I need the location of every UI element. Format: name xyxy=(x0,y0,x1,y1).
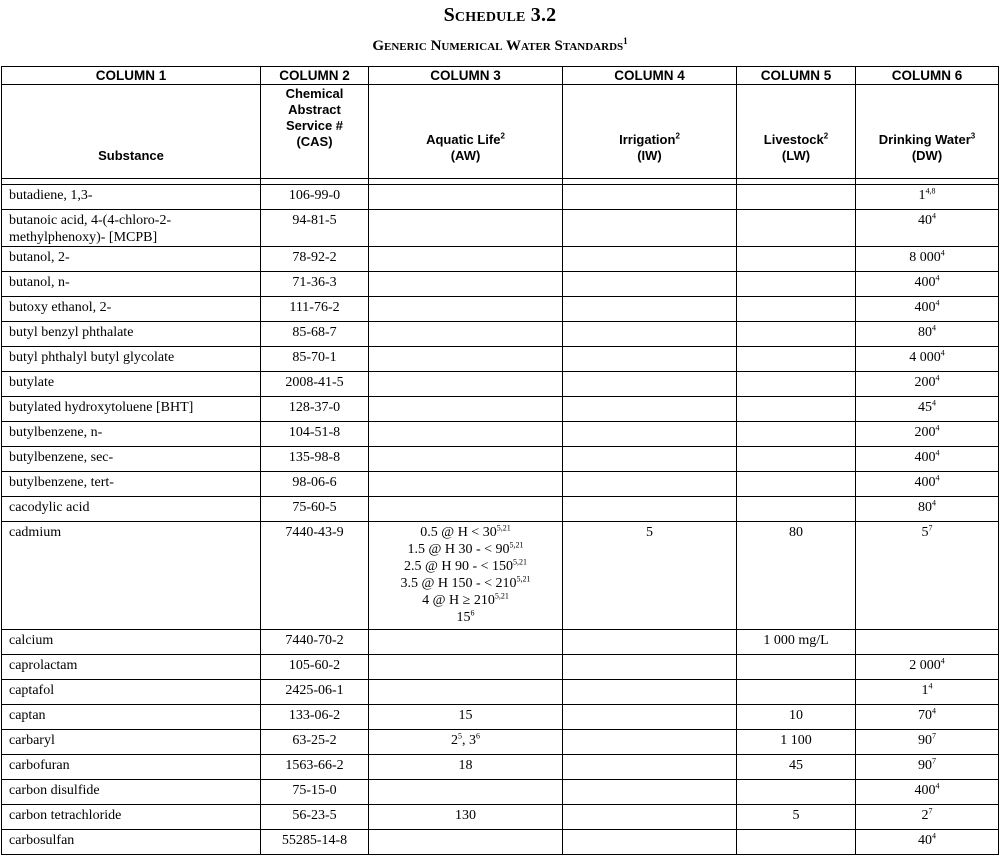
aw-value: 3.5 @ H 150 - < 210 xyxy=(400,576,517,591)
dw-value: 80 xyxy=(918,500,932,515)
substance-line: caprolactam xyxy=(9,658,78,673)
table-row xyxy=(2,730,999,755)
header-abbr: (IW) xyxy=(637,148,662,163)
substance-cell xyxy=(2,780,261,805)
dw-value: 1 xyxy=(921,683,929,698)
aquatic-life-cell xyxy=(369,730,563,755)
livestock-cell xyxy=(737,347,856,372)
substance-line: butadiene, 1,3- xyxy=(9,188,93,203)
substance-line: butylate xyxy=(9,375,55,390)
dw-footnote: 4 xyxy=(932,498,936,508)
cas-cell: 7440-70-2 xyxy=(261,630,369,655)
substance-line: butoxy ethanol, 2- xyxy=(9,300,112,315)
cas-header-line: Abstract xyxy=(288,102,341,117)
drinking-water-cell xyxy=(856,297,999,322)
livestock-cell: 45 xyxy=(737,755,856,780)
cas-cell: 105-60-2 xyxy=(261,655,369,680)
drinking-water-cell xyxy=(856,730,999,755)
substance-cell xyxy=(2,680,261,705)
table-row xyxy=(2,472,999,497)
substance-cell xyxy=(2,185,261,210)
cas-header xyxy=(261,85,369,179)
irrigation-cell xyxy=(563,210,737,247)
column-number-row xyxy=(2,67,999,85)
aquatic-life-cell xyxy=(369,497,563,522)
substance-line: cadmium xyxy=(9,525,62,540)
table-row xyxy=(2,372,999,397)
drinking-water-cell xyxy=(856,497,999,522)
table-row xyxy=(2,272,999,297)
header-footnote: 2 xyxy=(500,131,505,141)
drinking-water-cell xyxy=(856,655,999,680)
substance-cell xyxy=(2,755,261,780)
drinking-water-cell xyxy=(856,705,999,730)
drinking-water-cell xyxy=(856,347,999,372)
drinking-water-cell xyxy=(856,372,999,397)
dw-value: 400 xyxy=(914,783,936,798)
aquatic-life-cell xyxy=(369,185,563,210)
cas-cell: 55285-14-8 xyxy=(261,830,369,855)
irrigation-cell: 5 xyxy=(563,522,737,630)
dw-footnote: 4 xyxy=(935,473,940,483)
cas-cell: 104-51-8 xyxy=(261,422,369,447)
dw-value: 400 xyxy=(914,475,936,490)
dw-footnote: 4 xyxy=(935,298,940,308)
table-row xyxy=(2,185,999,210)
substance-cell xyxy=(2,347,261,372)
substance-cell xyxy=(2,322,261,347)
dw-footnote: 4 xyxy=(940,348,945,358)
dw-value: 5 xyxy=(921,525,929,540)
irrigation-cell xyxy=(563,297,737,322)
livestock-cell: 10 xyxy=(737,705,856,730)
drinking-water-cell xyxy=(856,830,999,855)
substance-line: butanol, 2- xyxy=(9,250,70,265)
dw-value: 2 000 xyxy=(909,658,941,673)
dw-footnote: 7 xyxy=(928,806,933,816)
substance-cell xyxy=(2,297,261,322)
aw-footnote: 5,21 xyxy=(494,591,509,601)
irrigation-cell xyxy=(563,347,737,372)
substance-line: butylbenzene, sec- xyxy=(9,450,114,465)
schedule-title: Schedule 3.2 xyxy=(443,4,557,26)
aquatic-life-cell xyxy=(369,472,563,497)
irrigation-cell xyxy=(563,422,737,447)
aquatic-life-cell xyxy=(369,630,563,655)
table-row xyxy=(2,755,999,780)
table-row xyxy=(2,780,999,805)
livestock-cell xyxy=(737,185,856,210)
cas-cell: 111-76-2 xyxy=(261,297,369,322)
substance-line: carbon tetrachloride xyxy=(9,808,122,823)
substance-cell xyxy=(2,272,261,297)
substance-header: Substance xyxy=(2,85,261,179)
drinking-water-cell xyxy=(856,247,999,272)
column-header-row xyxy=(2,85,999,179)
substance-cell xyxy=(2,397,261,422)
livestock-cell xyxy=(737,422,856,447)
header-label: Livestock xyxy=(763,132,824,147)
dw-footnote: 4 xyxy=(928,681,933,691)
header-label: Aquatic Life xyxy=(426,132,501,147)
dw-footnote: 4 xyxy=(932,211,936,221)
table-row xyxy=(2,422,999,447)
irrigation-cell xyxy=(563,805,737,830)
table-row xyxy=(2,322,999,347)
substance-line: captan xyxy=(9,708,46,723)
aquatic-life-cell xyxy=(369,247,563,272)
dw-footnote: 4 xyxy=(935,448,940,458)
dw-footnote: 4 xyxy=(932,323,936,333)
aw-value: 0.5 @ H < 30 xyxy=(420,525,497,540)
livestock-cell: 1 100 xyxy=(737,730,856,755)
substance-line: carbosulfan xyxy=(9,833,75,848)
dw-value: 200 xyxy=(914,375,936,390)
irrigation-cell xyxy=(563,247,737,272)
cas-cell: 85-70-1 xyxy=(261,347,369,372)
cas-cell: 106-99-0 xyxy=(261,185,369,210)
cas-cell: 1563-66-2 xyxy=(261,755,369,780)
column-number: COLUMN 3 xyxy=(369,67,563,85)
substance-cell xyxy=(2,630,261,655)
aw-value: 130 xyxy=(455,808,476,823)
drinking-water-cell xyxy=(856,322,999,347)
substance-cell xyxy=(2,472,261,497)
livestock-cell xyxy=(737,497,856,522)
substance-line: cacodylic acid xyxy=(9,500,90,515)
substance-cell xyxy=(2,805,261,830)
aw-value: , 3 xyxy=(462,733,476,748)
dw-value: 90 xyxy=(918,758,932,773)
livestock-cell: 80 xyxy=(737,522,856,630)
aquatic-life-cell xyxy=(369,655,563,680)
aw-footnote: 6 xyxy=(476,731,480,741)
cas-cell: 2425-06-1 xyxy=(261,680,369,705)
livestock-cell xyxy=(737,272,856,297)
cas-cell: 135-98-8 xyxy=(261,447,369,472)
table-body xyxy=(2,185,999,855)
cas-cell: 78-92-2 xyxy=(261,247,369,272)
cas-cell: 56-23-5 xyxy=(261,805,369,830)
column-number: COLUMN 4 xyxy=(563,67,737,85)
dw-value: 400 xyxy=(914,300,936,315)
aw-footnote: 5 xyxy=(458,731,462,741)
cas-header-line: (CAS) xyxy=(296,134,333,149)
irrigation-cell xyxy=(563,630,737,655)
aw-value: 2.5 @ H 90 - < 150 xyxy=(403,559,514,574)
dw-value: 45 xyxy=(918,400,932,415)
dw-footnote: 4 xyxy=(935,373,940,383)
table-row xyxy=(2,705,999,730)
dw-footnote: 4 xyxy=(935,423,940,433)
subtitle-text: Generic Numerical Water Standards xyxy=(372,38,624,54)
livestock-cell xyxy=(737,397,856,422)
aw-footnote: 6 xyxy=(470,608,475,618)
aw-value: 4 @ H ≥ 210 xyxy=(422,593,495,608)
irrigation-cell xyxy=(563,730,737,755)
drinking-water-cell xyxy=(856,272,999,297)
substance-line: captafol xyxy=(9,683,55,698)
substance-cell xyxy=(2,705,261,730)
aquatic-life-cell xyxy=(369,297,563,322)
substance-line: carbaryl xyxy=(9,733,55,748)
table-row xyxy=(2,680,999,705)
livestock-cell xyxy=(737,447,856,472)
drinking-water-cell xyxy=(856,780,999,805)
drinking-water-cell xyxy=(856,755,999,780)
substance-cell xyxy=(2,447,261,472)
dw-footnote: 4 xyxy=(935,273,940,283)
header-footnote: 3 xyxy=(970,131,976,141)
livestock-cell xyxy=(737,372,856,397)
substance-line: butyl benzyl phthalate xyxy=(9,325,134,340)
water-standards-table xyxy=(1,66,999,855)
cas-header-line: Service # xyxy=(285,118,344,133)
cas-cell: 63-25-2 xyxy=(261,730,369,755)
dw-value: 2 xyxy=(921,808,929,823)
header-abbr: (LW) xyxy=(781,148,811,163)
cas-cell: 85-68-7 xyxy=(261,322,369,347)
livestock-cell xyxy=(737,830,856,855)
irrigation-cell xyxy=(563,447,737,472)
aw-footnote: 5,21 xyxy=(509,540,524,550)
aquatic-life-cell xyxy=(369,272,563,297)
aw-value: 18 xyxy=(458,758,473,773)
dw-value: 1 xyxy=(918,188,926,203)
cas-cell: 133-06-2 xyxy=(261,705,369,730)
irrigation-cell xyxy=(563,755,737,780)
drinking-water-cell xyxy=(856,472,999,497)
cas-cell: 7440-43-9 xyxy=(261,522,369,630)
header-abbr: (AW) xyxy=(450,148,481,163)
substance-line: calcium xyxy=(9,633,54,648)
irrigation-cell xyxy=(563,272,737,297)
aw-value: 2 xyxy=(451,733,458,748)
aquatic-life-cell xyxy=(369,397,563,422)
aquatic-life-cell xyxy=(369,322,563,347)
aw-footnote: 5,21 xyxy=(496,523,511,533)
dw-value: 200 xyxy=(914,425,936,440)
irrigation-cell xyxy=(563,397,737,422)
aquatic-life-cell xyxy=(369,210,563,247)
irrigation-cell xyxy=(563,322,737,347)
livestock-cell: 5 xyxy=(737,805,856,830)
table-row xyxy=(2,497,999,522)
dw-footnote: 7 xyxy=(928,523,933,533)
irrigation-cell xyxy=(563,185,737,210)
irrigation-cell xyxy=(563,680,737,705)
table-row xyxy=(2,210,999,247)
table-row xyxy=(2,297,999,322)
aquatic-life-cell xyxy=(369,830,563,855)
table-row xyxy=(2,630,999,655)
dw-footnote: 4 xyxy=(932,398,936,408)
column-number: COLUMN 5 xyxy=(737,67,856,85)
dw-value: 8 000 xyxy=(909,250,941,265)
column-number: COLUMN 6 xyxy=(856,67,999,85)
livestock-header xyxy=(737,85,856,179)
cas-cell: 98-06-6 xyxy=(261,472,369,497)
dw-value: 40 xyxy=(918,213,932,228)
aquatic-life-cell xyxy=(369,780,563,805)
cas-cell: 2008-41-5 xyxy=(261,372,369,397)
aw-value: 15 xyxy=(456,610,471,625)
table-row xyxy=(2,830,999,855)
dw-value: 70 xyxy=(918,708,932,723)
livestock-cell xyxy=(737,210,856,247)
drinking-water-cell xyxy=(856,422,999,447)
dw-value: 80 xyxy=(918,325,932,340)
substance-line: methylphenoxy)- [MCPB] xyxy=(9,230,158,245)
dw-footnote: 4 xyxy=(932,831,936,841)
irrigation-cell xyxy=(563,655,737,680)
substance-cell xyxy=(2,372,261,397)
dw-footnote: 7 xyxy=(932,731,936,741)
header-footnote: 2 xyxy=(823,131,829,141)
dw-footnote: 4 xyxy=(932,706,936,716)
aquatic-life-cell xyxy=(369,680,563,705)
aquatic-life-header xyxy=(369,85,563,179)
drinking-water-cell xyxy=(856,447,999,472)
substance-cell xyxy=(2,522,261,630)
drinking-water-cell xyxy=(856,680,999,705)
drinking-water-cell xyxy=(856,805,999,830)
livestock-cell: 1 000 mg/L xyxy=(737,630,856,655)
irrigation-header xyxy=(563,85,737,179)
column-number: COLUMN 2 xyxy=(261,67,369,85)
substance-line: carbon disulfide xyxy=(9,783,100,798)
drinking-water-cell xyxy=(856,210,999,247)
table-row xyxy=(2,805,999,830)
aquatic-life-cell xyxy=(369,522,563,630)
cas-header-line: Chemical xyxy=(285,86,344,101)
header-footnote: 2 xyxy=(675,131,680,141)
substance-line: butylbenzene, tert- xyxy=(9,475,114,490)
aw-value: 1.5 @ H 30 - < 90 xyxy=(407,542,510,557)
livestock-cell xyxy=(737,655,856,680)
substance-cell xyxy=(2,655,261,680)
dw-value: 400 xyxy=(914,450,936,465)
substance-line: butyl phthalyl butyl glycolate xyxy=(9,350,175,365)
dw-footnote: 4,8 xyxy=(925,186,936,196)
dw-value: 40 xyxy=(918,833,932,848)
substance-cell xyxy=(2,730,261,755)
dw-value: 400 xyxy=(914,275,936,290)
substance-line: butylbenzene, n- xyxy=(9,425,103,440)
aquatic-life-cell xyxy=(369,347,563,372)
dw-value: 90 xyxy=(918,733,932,748)
aw-footnote: 5,21 xyxy=(516,574,531,584)
table-row xyxy=(2,655,999,680)
table-row xyxy=(2,347,999,372)
table-subtitle xyxy=(0,38,1000,55)
aquatic-life-cell xyxy=(369,805,563,830)
dw-footnote: 4 xyxy=(935,781,940,791)
column-number: COLUMN 1 xyxy=(2,67,261,85)
substance-cell xyxy=(2,210,261,247)
livestock-cell xyxy=(737,247,856,272)
dw-footnote: 4 xyxy=(940,248,945,258)
dw-footnote: 4 xyxy=(940,656,945,666)
livestock-cell xyxy=(737,322,856,347)
livestock-cell xyxy=(737,780,856,805)
substance-line: carbofuran xyxy=(9,758,70,773)
aquatic-life-cell xyxy=(369,422,563,447)
livestock-cell xyxy=(737,297,856,322)
substance-line: butanol, n- xyxy=(9,275,70,290)
drinking-water-cell xyxy=(856,522,999,630)
aw-footnote: 5,21 xyxy=(513,557,528,567)
aw-value: 15 xyxy=(458,708,473,723)
drinking-water-cell xyxy=(856,185,999,210)
irrigation-cell xyxy=(563,372,737,397)
aquatic-life-cell xyxy=(369,447,563,472)
cas-cell: 75-60-5 xyxy=(261,497,369,522)
header-label: Irrigation xyxy=(619,132,676,147)
irrigation-cell xyxy=(563,830,737,855)
cas-cell: 71-36-3 xyxy=(261,272,369,297)
cas-cell: 75-15-0 xyxy=(261,780,369,805)
cas-cell: 128-37-0 xyxy=(261,397,369,422)
substance-line: butanoic acid, 4-(4-chloro-2- xyxy=(9,213,172,228)
drinking-water-cell xyxy=(856,630,999,655)
header-abbr: (DW) xyxy=(911,148,943,163)
substance-cell xyxy=(2,497,261,522)
table-row xyxy=(2,397,999,422)
irrigation-cell xyxy=(563,472,737,497)
drinking-water-cell xyxy=(856,397,999,422)
irrigation-cell xyxy=(563,705,737,730)
subtitle-footnote: 1 xyxy=(623,36,628,46)
livestock-cell xyxy=(737,680,856,705)
dw-footnote: 7 xyxy=(932,756,936,766)
irrigation-cell xyxy=(563,497,737,522)
table-row xyxy=(2,522,999,630)
aquatic-life-cell xyxy=(369,755,563,780)
substance-cell xyxy=(2,830,261,855)
aquatic-life-cell xyxy=(369,705,563,730)
drinking-water-header xyxy=(856,85,999,179)
cas-cell: 94-81-5 xyxy=(261,210,369,247)
livestock-cell xyxy=(737,472,856,497)
substance-line: butylated hydroxytoluene [BHT] xyxy=(9,400,194,415)
header-label: Drinking Water xyxy=(878,132,971,147)
dw-value: 4 000 xyxy=(909,350,941,365)
table-row xyxy=(2,247,999,272)
substance-cell xyxy=(2,247,261,272)
aquatic-life-cell xyxy=(369,372,563,397)
table-row xyxy=(2,447,999,472)
irrigation-cell xyxy=(563,780,737,805)
substance-cell xyxy=(2,422,261,447)
